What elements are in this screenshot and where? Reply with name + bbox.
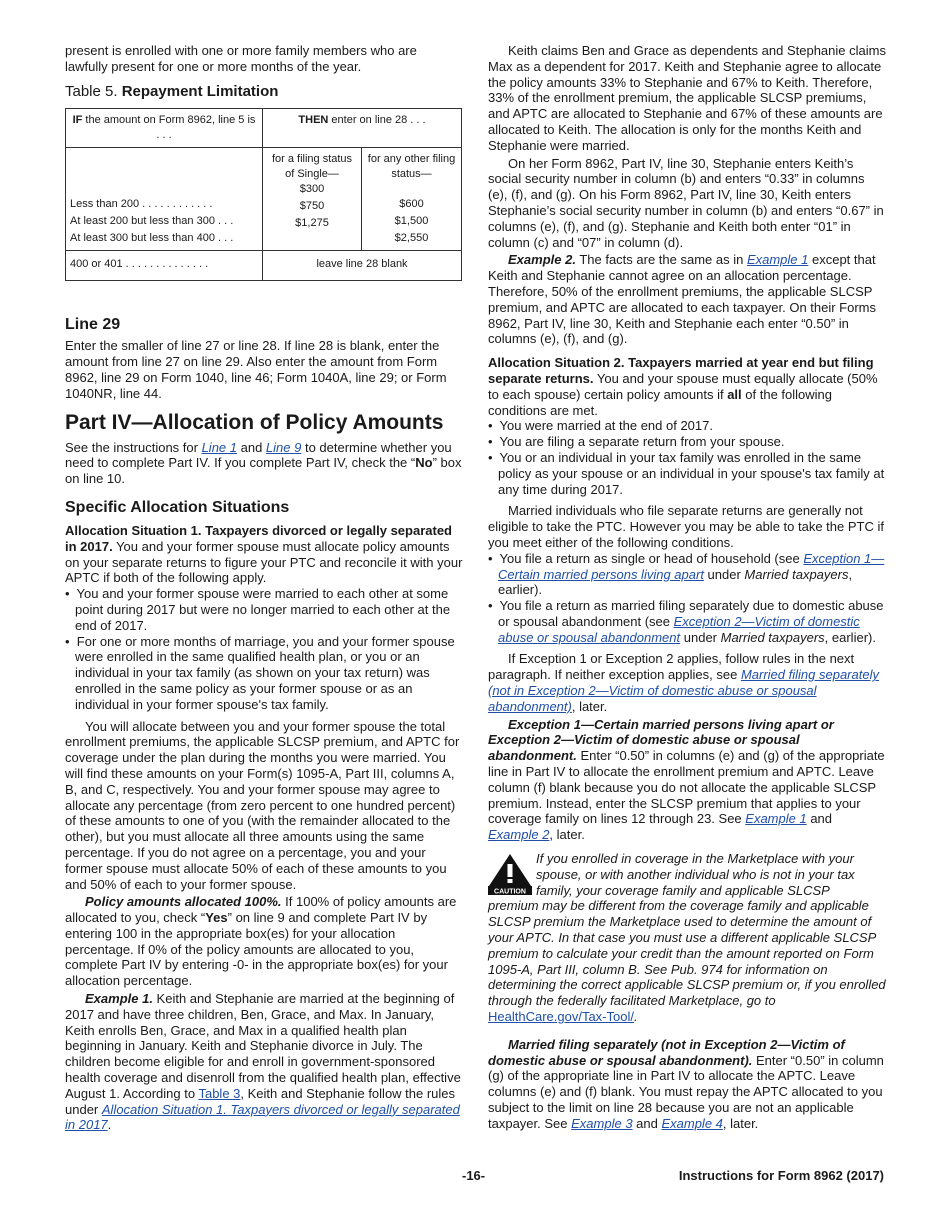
row-label: At least 200 but less than 300 . . .: [70, 215, 234, 228]
exception1-link[interactable]: Exception 1—Certain married persons living apart: [498, 550, 885, 582]
example2-paragraph: Example 2. The facts are the same as in Example 1 except that Keith and Stephanie cannot agree on an allocation percentage. Therefore, 50% of the enrollment premiums, the applicable SLCSP premium, and APTC are allocated to each taxpayer. On their Forms 8962, Part IV, line 30, Keith and Stephanie each enter “0.50” in columns (e), (f), and (g).: [488, 252, 877, 347]
example1-link[interactable]: Example 1: [746, 252, 809, 268]
line1-link[interactable]: Line 1: [201, 439, 237, 455]
as2-bullet: • You or an individual in your tax family was enrolled in the same policy as your spouse or an individual in your spouse's tax family at any time during 2017.: [488, 449, 885, 497]
caution-box: [488, 851, 886, 1025]
row-label: At least 300 but less than 400 . . .: [70, 232, 234, 245]
caution-text: If you enrolled in coverage in the Marketplace with your spouse, or with another individual who is not in your tax family, your coverage family and applicable SLCSP premium may be different from the coverage family and applicable SLCSP premium the Marketplace used to determine the amount of your APTC. In that case you must use a different applicable SLCSP premium to calculate your credit than the amount reported on Form 1095-A, Part III, column B. See Pub. 974 for information on determining the correct applicable SLCSP premium or, if you enrolled through the federally facilitated Marketplace, go to HealthCare.gov/Tax-Tool/.: [488, 851, 886, 1025]
last-row-label: 400 or 401 . . . . . . . . . . . . . .: [66, 251, 263, 281]
as2-bullet: • You are filing a separate return from your spouse.: [488, 434, 785, 450]
condition-bullet: • You file a return as single or head of household (see Exception 1—Certain married persons living apart under Married taxpayers, earlier).: [488, 550, 885, 598]
other-column-cell: [362, 148, 462, 251]
single-column-cell: [263, 148, 362, 251]
allocation-situation-1: Allocation Situation 1. Taxpayers divorced or legally separated in 2017. You and your former spouse must allocate policy amounts on your separate returns to figure your PTC and reconcile it with your APTC if both of the following apply.: [65, 522, 463, 586]
table-header-row: [66, 109, 462, 148]
as2-bullet: • You were married at the end of 2017.: [488, 418, 713, 434]
single-value: $300: [299, 183, 325, 196]
allocation-situation-2: Allocation Situation 2. Taxpayers married at year end but filing separate returns. You and your spouse must equally allocate (50% to each spouse) certain policy amounts if all of the following conditions are met.: [488, 355, 878, 418]
table5-title: Table 5. Repayment Limitation: [65, 82, 279, 100]
condition-bullet: • You file a return as married filing separately due to domestic abuse or spousal abandonment (see Exception 2—Victim of domestic abuse or spousal abandonment under Married taxpayers, earlier).: [488, 598, 884, 645]
footer-title: Instructions for Form 8962 (2017): [678, 1168, 884, 1183]
single-value: $1,275: [295, 217, 329, 230]
allocation-situation-1-link[interactable]: Allocation Situation 1. Taxpayers divorced or legally separated in 2017: [65, 1101, 460, 1133]
married-filing-separately-paragraph: Married filing separately (not in Exception 2—Victim of domestic abuse or spousal abandonment). Enter “0.50” in column (g) of the appropriate line in Part IV to allocate the APTC. Leave columns (e) and (f) blank. You must repay the APTC allocated to you subject to the limit on line 28 because you are not an applicable taxpayer. See Example 3 and Example 4, later.: [488, 1036, 884, 1131]
single-value: $750: [299, 200, 325, 213]
exception-1-2-paragraph: Exception 1—Certain married persons living apart or Exception 2—Victim of domestic abuse or spousal abandonment. Enter “0.50” in columns (e) and (g) of the appropriate line in Part IV to allocate the enrollment premium and APTC. Leave column (f) blank because you do not allocate the applicable SLCSP premium. Instead, enter the SLCSP premium that applies to your coverage family on lines 12 through 23. See Example 1 and Example 2, later.: [488, 716, 885, 843]
repayment-limitation-table: [65, 108, 462, 281]
healthcare-tax-tool-link[interactable]: HealthCare.gov/Tax-Tool/: [488, 1009, 634, 1025]
row-label: Less than 200 . . . . . . . . . . . .: [70, 198, 213, 211]
single-subheader: for a filing status of Single—: [271, 153, 353, 181]
married-filing-separately-link[interactable]: Married filing separately (not in Exception 2—Victim of domestic abuse or spousal abandonment): [488, 667, 879, 714]
form-entries-paragraph: On her Form 8962, Part IV, line 30, Stephanie enters Keith’s social security number in column (b) and enters “0.33” in columns (e), (f), and (g). On his Form 8962, Part IV, line 30, Keith enters Stephanie’s social security number in column (b) and enters “0.67” in columns (e), (f), and (g). Stephanie and Keith both enter “01” in column (c) and “07” in column (d).: [488, 155, 884, 250]
intro-paragraph: present is enrolled with one or more family members who are lawfully present for one or more months of the year.: [65, 43, 417, 74]
table-body-row: [66, 148, 462, 251]
example2-link[interactable]: Example 2: [488, 827, 550, 843]
table-last-row: [66, 251, 462, 281]
keith-claims-paragraph: Keith claims Ben and Grace as dependents and Stephanie claims Max as a dependent for 2017. Keith and Stephanie agree to allocate the policy amounts 33% to Stephanie and 67% to Keith. Therefore, 33% of the enrollment premium, the applicable SLCSP premiums, and APTC are allocated to Stephanie and 67% of these amounts are allocated to Keith. The allocation is only for the months Keith and Stephanie were married.: [488, 43, 886, 153]
right-column: [488, 43, 886, 1132]
example4-link[interactable]: Example 4: [661, 1115, 723, 1131]
policy-100-paragraph: Policy amounts allocated 100%. If 100% of policy amounts are allocated to you, check “Yes” on line 9 and complete Part IV by entering 100 in the appropriate box(es) for your allocation percentage. If 0% of the policy amounts are allocated to you, complete Part IV by entering -0- in the appropriate box(es) for your allocation percentage.: [65, 894, 457, 989]
last-row-value: leave line 28 blank: [263, 251, 462, 281]
exception2-link[interactable]: Exception 2—Victim of domestic abuse or spousal abandonment: [498, 613, 860, 645]
other-value: $1,500: [394, 215, 429, 228]
if-exception-paragraph: If Exception 1 or Exception 2 applies, follow rules in the next paragraph. If neither exception applies, see Married filing separately (not in Exception 2—Victim of domestic abuse or spousal abandonment), later.: [488, 651, 879, 714]
as1-bullet: • For one or more months of marriage, you and your former spouse were enrolled in the same qualified health plan, or you or an individual in your tax family (as shown on your tax return) was enrolled in the same policy as your former spouse or as an individual in your former spouse's tax family.: [65, 633, 455, 712]
line29-paragraph: Enter the smaller of line 27 or line 28. If line 28 is blank, enter the amount from line 27 on line 29. Also enter the amount from Form 8962, line 29 on Form 1040, line 46; Form 1040A, line 29; or Form 1040NR, line 44.: [65, 338, 447, 401]
caution-icon: [488, 853, 532, 895]
other-value: $2,550: [394, 232, 429, 245]
income-labels-cell: [66, 148, 263, 251]
page-number: -16-: [462, 1168, 486, 1183]
line9-link[interactable]: Line 9: [265, 439, 302, 455]
header-then: THEN enter on line 28 . . .: [263, 109, 462, 148]
table3-link[interactable]: Table 3: [198, 1085, 241, 1101]
part4-heading: Part IV—Allocation of Policy Amounts: [65, 410, 444, 434]
header-if: IF the amount on Form 8962, line 5 is . . .: [66, 109, 263, 148]
other-value: $600: [399, 198, 424, 211]
left-column: [65, 43, 463, 1133]
example1-paragraph: Example 1. Keith and Stephanie are married at the beginning of 2017 and have three children, Ben, Grace, and Max. In January, Keith enrolls Ben, Grace, and Max in a qualified health plan beginning in January. Keith and Stephanie divorce in July. The children become eligible for and enroll in government-sponsored health coverage and disenroll from the qualified health plan, effective August 1. According to Table 3, Keith and Stephanie follow the rules under Allocation Situation 1. Taxpayers divorced or legally separated in 2017.: [65, 991, 461, 1133]
example1-link[interactable]: Example 1: [745, 811, 807, 827]
example3-link[interactable]: Example 3: [571, 1115, 633, 1131]
caution-label: CAUTION: [494, 888, 526, 896]
line29-heading: Line 29: [65, 316, 121, 334]
part4-intro: See the instructions for Line 1 and Line 9 to determine whether you need to complete Part IV. If you complete Part IV, check the “No” box on line 10.: [65, 439, 462, 487]
as1-bullet: • You and your former spouse were married to each other at some point during 2017 but were no longer married to each other at the end of 2017.: [65, 586, 451, 633]
allocate-paragraph: You will allocate between you and your former spouse the total enrollment premiums, the applicable SLCSP premium, and APTC for coverage under the plan during the months you were married. You will find these amounts on your Form(s) 1095-A, Part III, columns A, B, and C, respectively. You and your former spouse may agree to allocate any percentage (from zero percent to one hundred percent) of these amounts to one of you (with the remainder allocated to the other), but you must allocate all three amounts using the same percentage. If you do not agree on a percentage, you and your former spouse must allocate 50% of each of these amounts to you and 50% of each to your former spouse.: [65, 718, 460, 892]
other-subheader: for any other filing status—: [367, 153, 456, 181]
married-individuals-paragraph: Married individuals who file separate returns are generally not eligible to take the PTC. However you may be able to take the PTC if you meet either of the following conditions.: [488, 503, 884, 550]
specific-allocation-heading: Specific Allocation Situations: [65, 498, 290, 516]
